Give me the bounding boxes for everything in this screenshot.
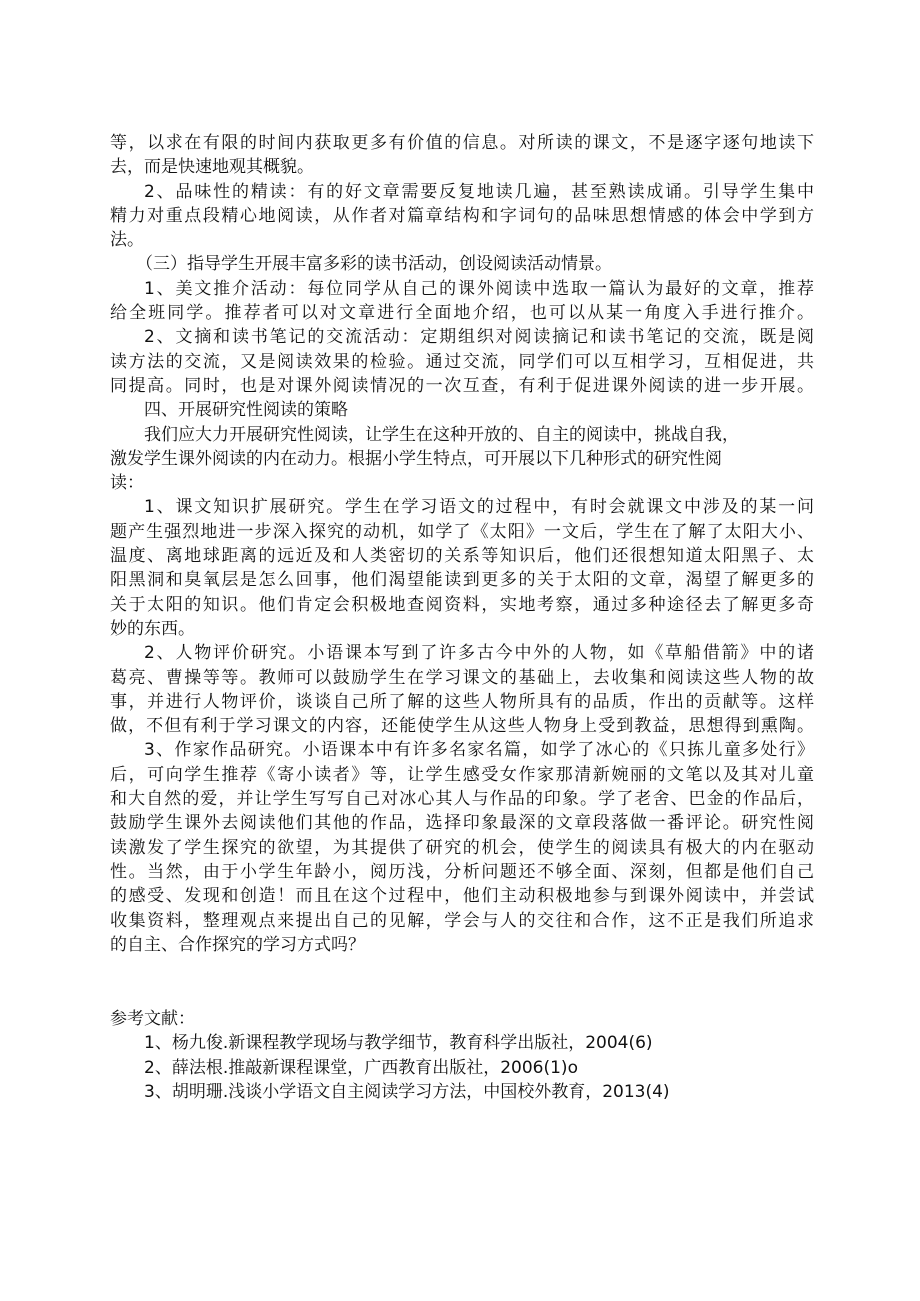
references-heading: 参考文献：: [110, 1009, 195, 1029]
text-line: 题产生强烈地进一步深入探究的动机，如学了《太阳》一文后，学生在了解了太阳大小、: [110, 521, 814, 542]
text-line: 葛亮、曹操等等。教师可以鼓励学生在学习课文的基础上，去收集和阅读这些人物的故: [110, 667, 814, 688]
text-line: 精力对重点段精心地阅读，从作者对篇章结构和字词句的品味思想情感的体会中学到方: [110, 205, 814, 226]
text-line: 和大自然的爱，并让学生写写自己对冰心其人与作品的印象。学了老舍、巴金的作品后，: [110, 789, 814, 810]
text-line: 温度、离地球距离的远近及和人类密切的关系等知识后，他们还很想知道太阳黑子、太: [110, 546, 814, 567]
text-line: 3、作家作品研究。小语课本中有许多名家名篇，如学了冰心的《只拣儿童多处行》: [144, 740, 814, 761]
text-line: 做，不但有利于学习课文的内容，还能使学生从这些人物身上受到教益，思想得到熏陶。: [110, 716, 814, 737]
text-line: 事，并进行人物评价，谈谈自己所了解的这些人物所具有的品质，作出的贡献等。这样: [110, 691, 814, 712]
reference-item: 3、胡明珊.浅谈小学语文自主阅读学习方法，中国校外教育，2013(4): [144, 1081, 670, 1102]
text-line: 1、美文推介活动：每位同学从自己的课外阅读中选取一篇认为最好的文章，推荐: [144, 278, 814, 299]
text-line: 激发学生课外阅读的内在动力。根据小学生特点，可开展以下几种形式的研究性阅: [110, 448, 722, 469]
references-section: [110, 1007, 814, 1104]
text-line: 读方法的交流，又是阅读效果的检验。通过交流，同学们可以互相学习，互相促进，共: [110, 351, 814, 372]
text-line: 2、人物评价研究。小语课本写到了许多古今中外的人物，如《草船借箭》中的诸: [144, 643, 814, 664]
text-line: 同提高。同时，也是对课外阅读情况的一次互查，有利于促进课外阅读的进一步开展。: [110, 375, 814, 396]
text-line: 读：: [110, 473, 144, 494]
text-line: 2、文摘和读书笔记的交流活动：定期组织对阅读摘记和读书笔记的交流，既是阅: [144, 327, 814, 348]
text-line: 我们应大力开展研究性阅读，让学生在这种开放的、自主的阅读中，挑战自我，: [144, 424, 739, 445]
text-line: 关于太阳的知识。他们肯定会积极地查阅资料，实地考察，通过多种途径去了解更多奇: [110, 594, 814, 615]
text-line: 后，可向学生推荐《寄小读者》等，让学生感受女作家那清新婉丽的文笔以及其对儿童: [110, 764, 814, 785]
text-line: 鼓励学生课外去阅读他们其他的作品，选择印象最深的文章段落做一番评论。研究性阅: [110, 813, 814, 834]
text-line: 法。: [110, 230, 144, 251]
text-line: 等，以求在有限的时间内获取更多有价值的信息。对所读的课文，不是逐字逐句地读下: [110, 133, 814, 153]
document-body: [110, 131, 814, 957]
reference-item: 2、薛法根.推敲新课程课堂，广西教育出版社，2006(1)o: [144, 1057, 578, 1078]
text-line: 2、品味性的精读：有的好文章需要反复地读几遍，甚至熟读成诵。引导学生集中: [144, 181, 814, 202]
text-line: 的自主、合作探究的学习方式吗？: [110, 934, 365, 955]
text-line: 1、课文知识扩展研究。学生在学习语文的过程中，有时会就课文中涉及的某一问: [144, 497, 814, 518]
text-line: 去，而是快速地观其概貌。: [110, 157, 314, 178]
text-line: 性。当然，由于小学生年龄小，阅历浅，分析问题还不够全面、深刻，但都是他们自己: [110, 861, 814, 882]
text-line: 的感受、发现和创造！而且在这个过程中，他们主动积极地参与到课外阅读中，并尝试: [110, 886, 814, 907]
text-line: （三）指导学生开展丰富多彩的读书活动，创设阅读活动情景。: [136, 254, 612, 275]
text-line: 收集资料，整理观点来提出自己的见解，学会与人的交往和合作，这不正是我们所追求: [110, 910, 814, 931]
text-line: 妙的东西。: [110, 618, 195, 639]
text-line: 读激发了学生探究的欲望，为其提供了研究的机会，使学生的阅读具有极大的内在驱动: [110, 837, 814, 858]
text-line: 给全班同学。推荐者可以对文章进行全面地介绍，也可以从某一角度入手进行推介。: [110, 303, 814, 324]
reference-item: 1、杨九俊.新课程教学现场与教学细节，教育科学出版社，2004(6): [144, 1033, 653, 1054]
text-line: 阳黑洞和臭氧层是怎么回事，他们渴望能读到更多的关于太阳的文章，渴望了解更多的: [110, 570, 814, 591]
text-line: 四、开展研究性阅读的策略: [144, 400, 348, 421]
